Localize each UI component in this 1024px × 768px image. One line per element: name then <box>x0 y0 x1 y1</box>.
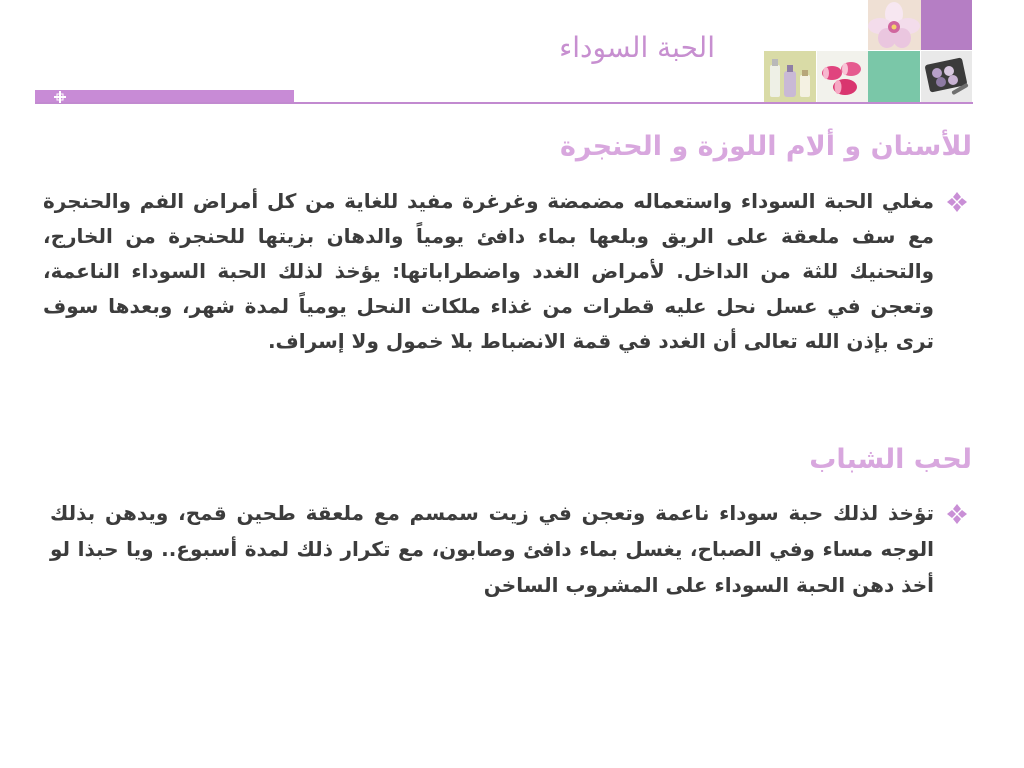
palette-icon <box>921 51 972 102</box>
rollers-icon <box>817 51 868 102</box>
green-tile <box>868 51 920 102</box>
section-heading-teeth-throat: للأسنان و ألام اللوزة و الحنجرة <box>559 131 972 162</box>
bottles-icon <box>764 51 816 102</box>
diamond-bullet-icon <box>946 503 968 525</box>
orchid-photo-tile <box>868 0 921 50</box>
sparkle-icon <box>54 91 66 103</box>
hair-rollers-tile <box>817 51 868 102</box>
section-paragraph-teeth-throat: مغلي الحبة السوداء واستعماله مضمضة وغرغرة مفيد للغاية من كل أمراض الفم والحنجرة مع سف ملعقة على الريق وبلعها بماء دافئ يومياً والدهان بزيتها للحنجرة من الخارج، والتحنيك للثة من الداخل. لأمراض الغدد واضطراباتها: يؤخذ لذلك الحبة السوداء الناعمة، وتعجن في عسل نحل عليه قطرات من غذاء ملكات النحل يومياً لمدة شهر، وبعدها سوف ترى بإذن الله تعالى أن الغدد في قمة الانضباط بلا خمول ولا إسراف. <box>43 189 934 353</box>
orchid-flower-icon <box>868 0 921 50</box>
diamond-bullet-icon <box>946 191 968 213</box>
section-heading-acne: لحب الشباب <box>809 444 972 475</box>
header-rule <box>35 102 973 104</box>
eyeshadow-palette-tile <box>921 51 972 102</box>
cosmetics-bottles-tile <box>764 51 816 102</box>
purple-tile <box>921 0 972 50</box>
section-paragraph-acne: تؤخذ لذلك حبة سوداء ناعمة وتعجن في زيت سمسم مع ملعقة طحين قمح، ويدهن بذلك الوجه مساء وفي الصباح، يغسل بماء دافئ وصابون، مع تكرار ذلك لمدة أسبوع.. ويا حبذا لو أخذ دهن الحبة السوداء على المشروب الساخن <box>50 501 934 597</box>
slide-title: الحبة السوداء <box>559 31 715 64</box>
